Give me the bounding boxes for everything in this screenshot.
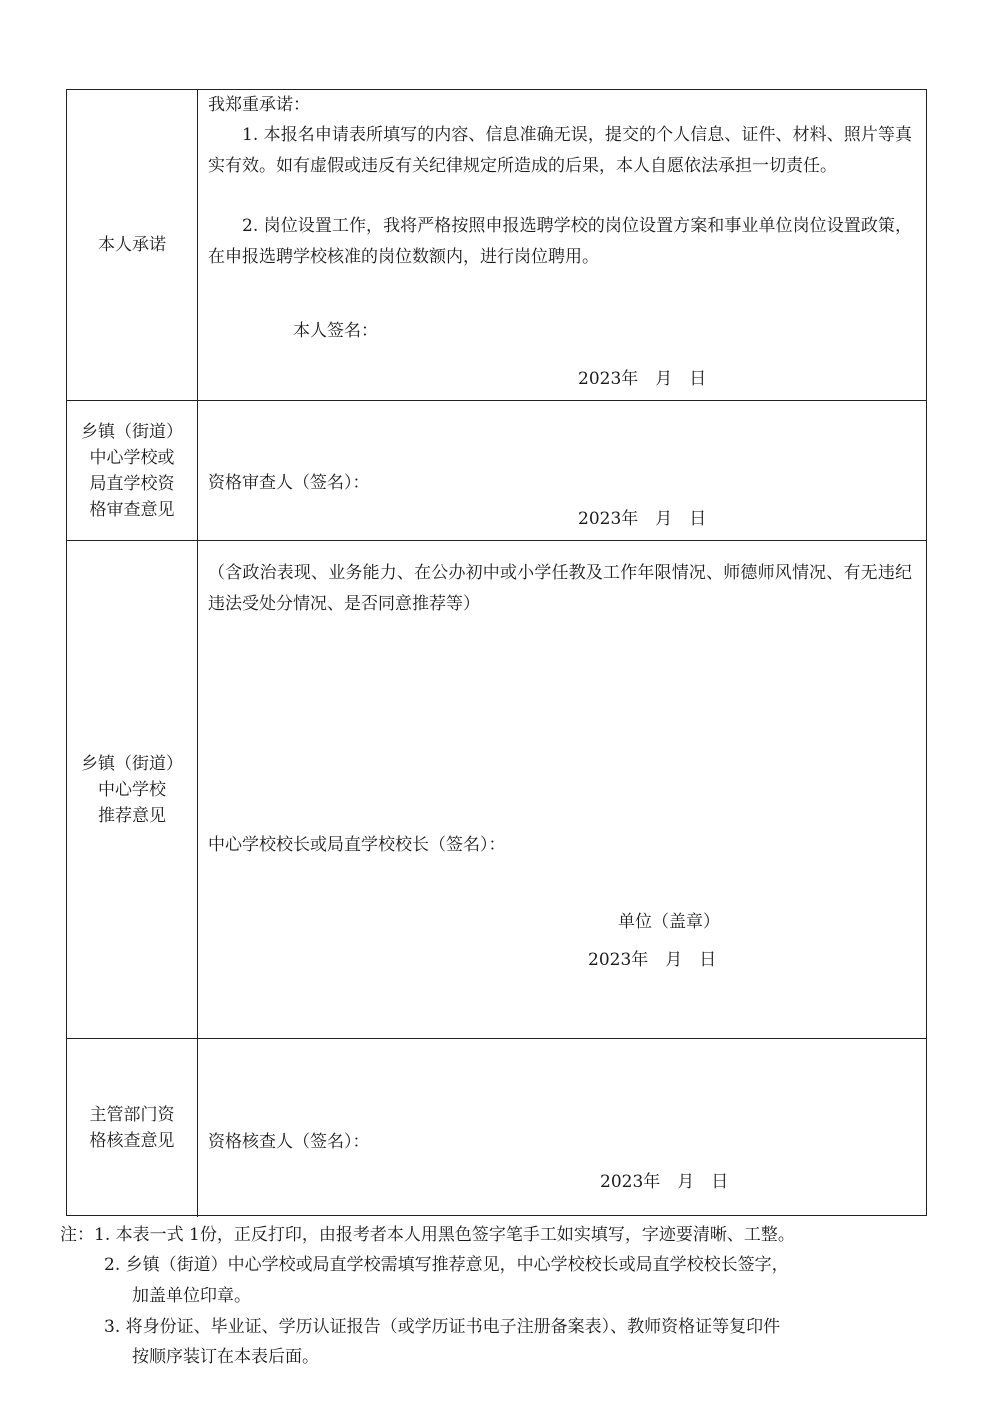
pledge-label: 本人承诺 [98, 235, 166, 255]
dept-label-cell [67, 1039, 198, 1217]
review-label: 乡镇（街道） 中心学校或 局直学校资 格审查意见 [81, 421, 183, 520]
pledge-intro: 我郑重承诺： [208, 95, 310, 115]
note-2-line-1: 2. 乡镇（街道）中心学校或局直学校需填写推荐意见，中心学校校长或局直学校校长签字， [104, 1255, 789, 1275]
pledge-item-2: 2. 岗位设置工作，我将严格按照申报选聘学校的岗位设置方案和事业单位岗位设置政策，在申报选聘学校核准的岗位数额内，进行岗位聘用。 [208, 216, 912, 267]
recommend-date: 2023年 月 日 [588, 950, 717, 970]
review-label-cell [67, 401, 198, 540]
reviewer-signature-label: 资格审查人（签名）： [208, 473, 370, 493]
unit-seal-label: 单位（盖章） [618, 912, 720, 932]
application-form-table [66, 89, 927, 1216]
pledge-date: 2023年 月 日 [578, 369, 707, 389]
pledge-label-cell [67, 90, 198, 400]
review-row [67, 401, 926, 541]
dept-date: 2023年 月 日 [600, 1172, 729, 1192]
dept-label: 主管部门资 格核查意见 [89, 1105, 175, 1151]
pledge-row [67, 90, 926, 401]
dept-content-cell[interactable] [198, 1039, 926, 1217]
note-2-line-2: 加盖单位印章。 [132, 1286, 251, 1306]
review-content-cell[interactable] [198, 401, 926, 540]
recommend-hint: （含政治表现、业务能力、在公办初中或小学任教及工作年限情况、师德师风情况、有无违纪违法受处分情况、是否同意推荐等） [208, 563, 912, 614]
note-1: 注：1. 本表一式 1份，正反打印，由报考者本人用黑色签字笔手工如实填写，字迹要清晰、工整。 [60, 1225, 795, 1245]
pledge-signature-label: 本人签名： [293, 321, 378, 341]
recommend-row [67, 541, 926, 1039]
dept-row [67, 1039, 926, 1217]
recommend-label: 乡镇（街道） 中心学校 推荐意见 [81, 753, 183, 826]
principal-signature-label: 中心学校校长或局直学校校长（签名）： [208, 835, 506, 855]
recommend-content-cell[interactable] [198, 541, 926, 1038]
checker-signature-label: 资格核查人（签名）： [208, 1132, 370, 1152]
note-3-line-1: 3. 将身份证、毕业证、学历认证报告（或学历证书电子注册备案表）、教师资格证等复印件 [104, 1317, 781, 1337]
review-date: 2023年 月 日 [578, 509, 707, 529]
pledge-content-cell[interactable] [198, 90, 926, 400]
recommend-label-cell [67, 541, 198, 1038]
pledge-item-1: 1. 本报名申请表所填写的内容、信息准确无误，提交的个人信息、证件、材料、照片等真实有效。如有虚假或违反有关纪律规定所造成的后果，本人自愿依法承担一切责任。 [208, 125, 912, 176]
note-3-line-2: 按顺序装订在本表后面。 [132, 1347, 319, 1367]
